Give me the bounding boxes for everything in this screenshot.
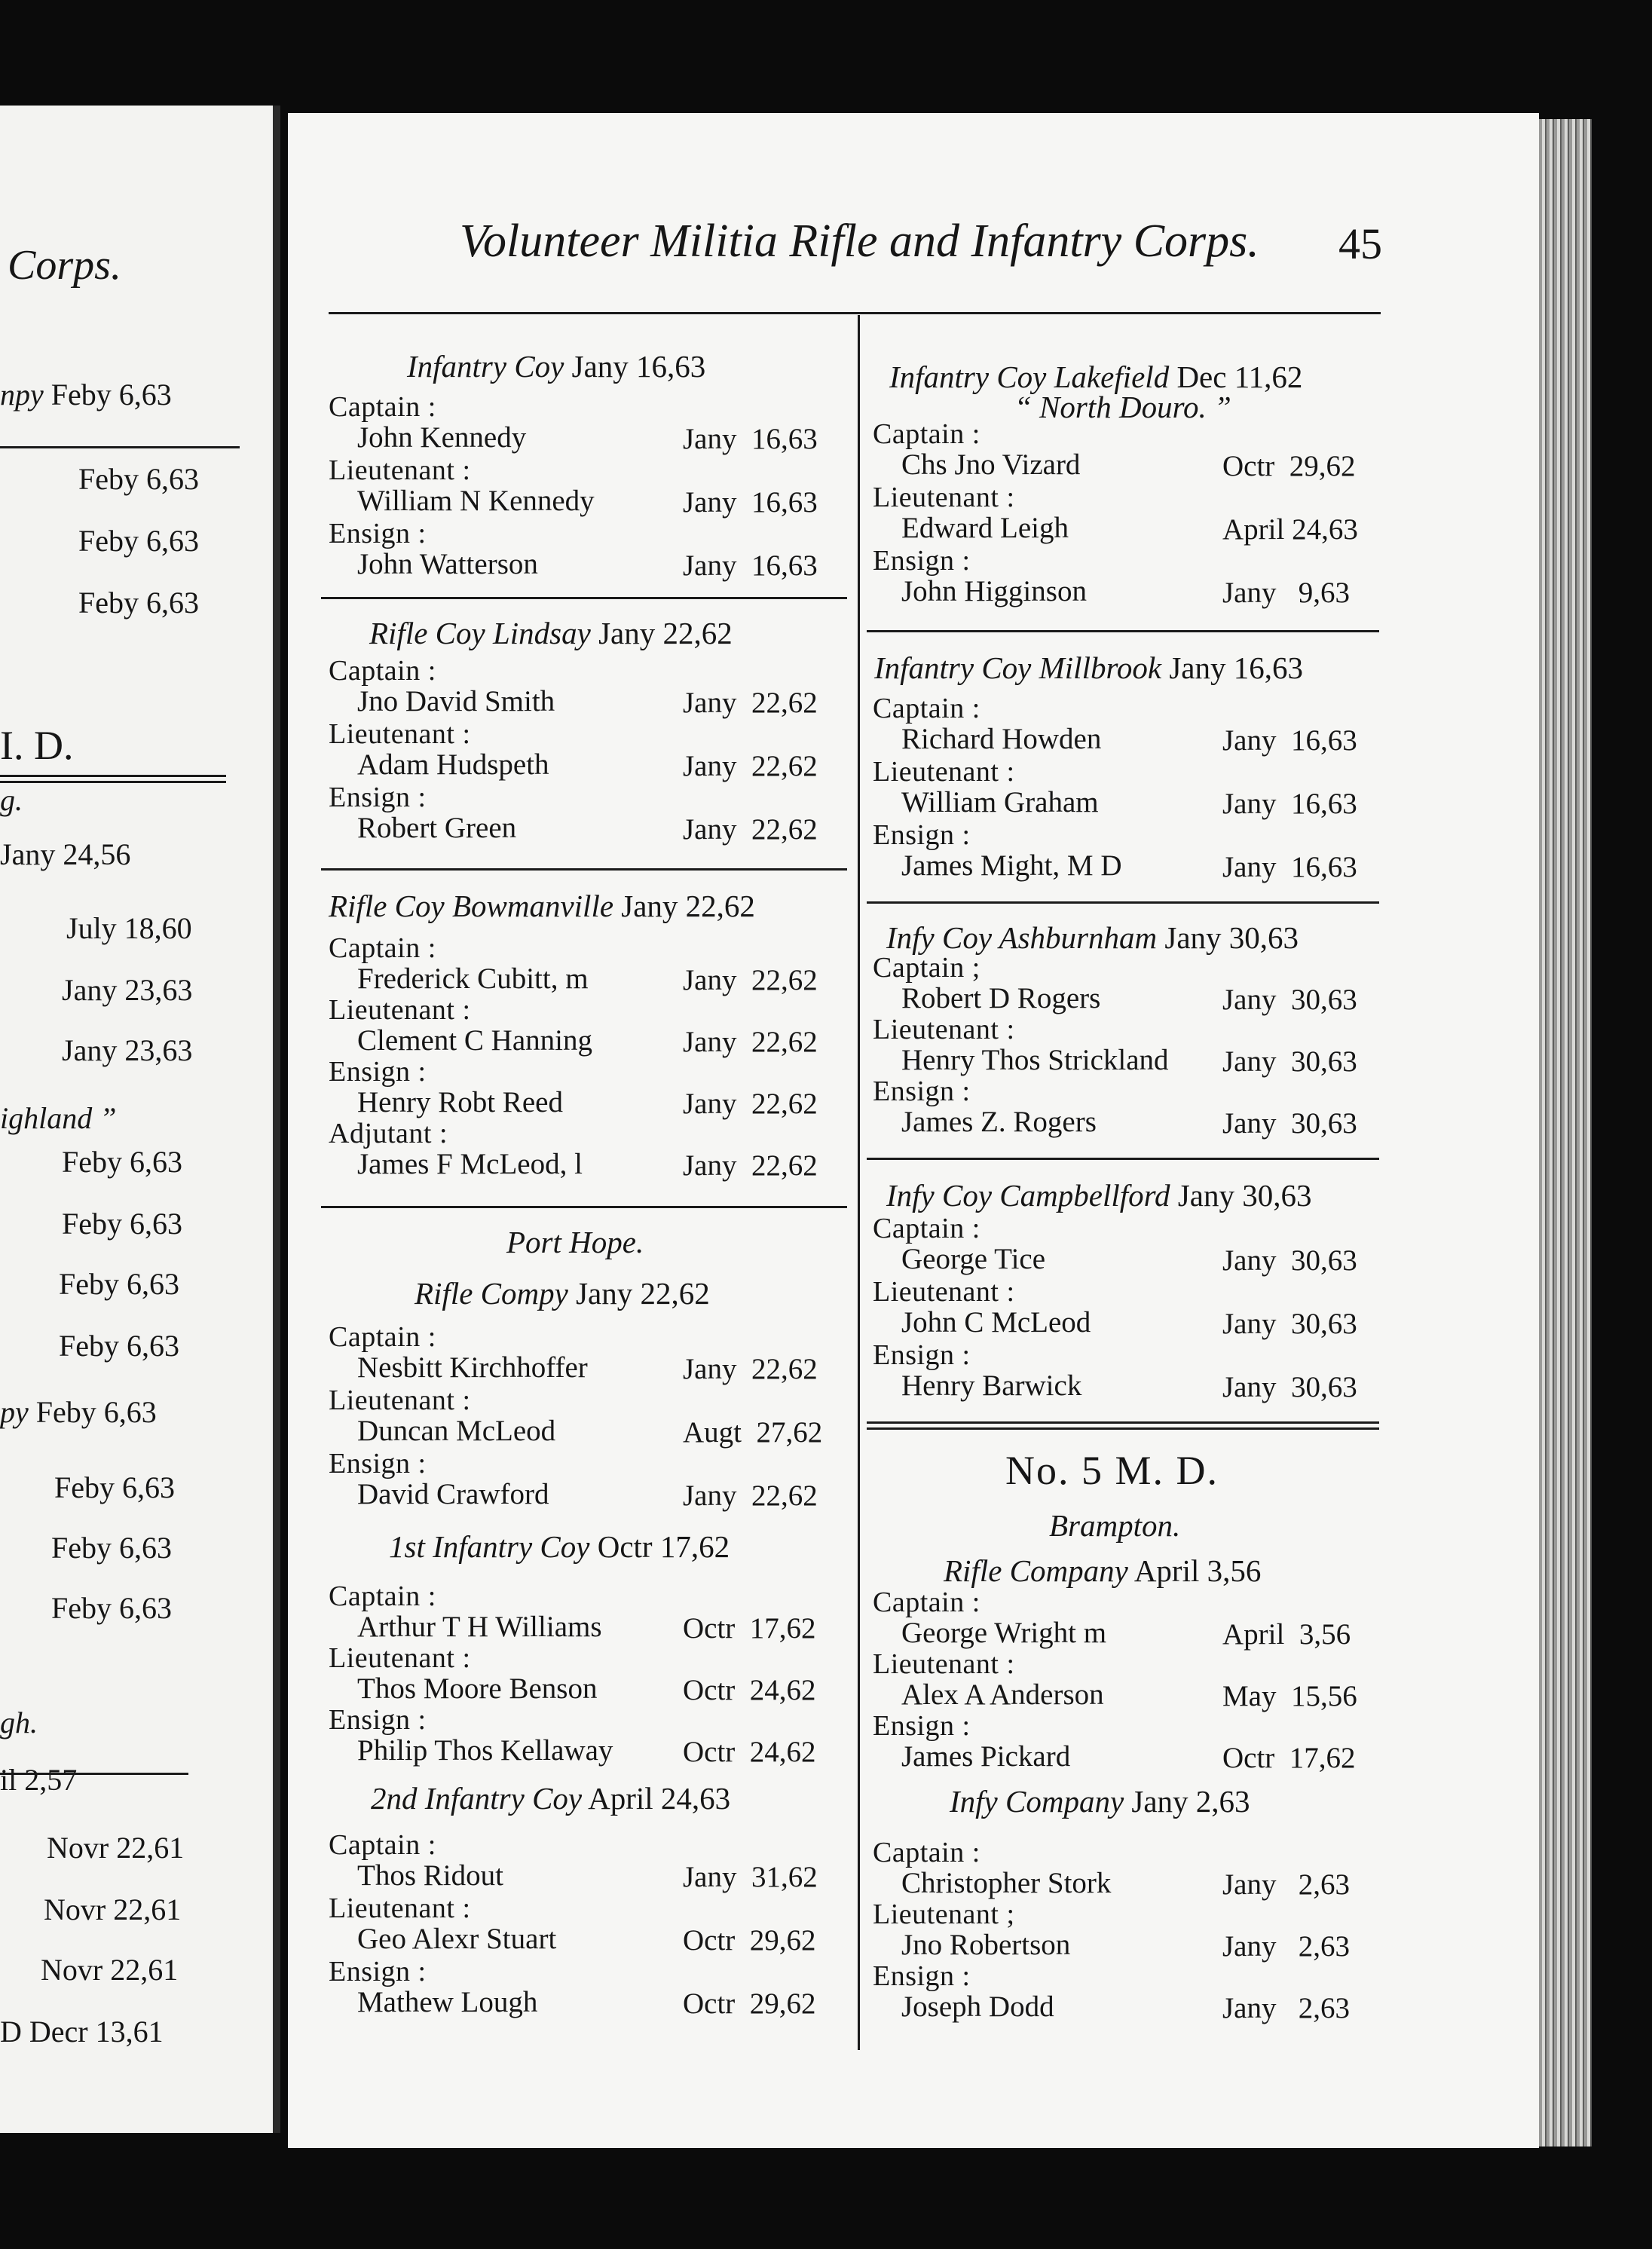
commission-date: Jany 16,63 — [1222, 788, 1357, 820]
left-page-line: D Decr 13,61 — [0, 2015, 164, 2049]
officer-rank: Captain : — [329, 1321, 436, 1353]
officer-name: Clement C Hanning — [357, 1024, 592, 1057]
officer-rank: Ensign : — [329, 1956, 427, 1987]
officer-name: Adam Hudspeth — [357, 748, 549, 781]
left-rule — [0, 446, 240, 448]
unit-title: 2nd Infantry Coy April 24,63 — [371, 1781, 731, 1816]
officer-rank: Captain : — [329, 932, 436, 964]
officer-name: John Higginson — [901, 575, 1087, 607]
commission-date: Jany 22,62 — [683, 1149, 818, 1182]
officer-name: John Watterson — [357, 548, 538, 580]
officer-rank: Ensign : — [873, 545, 971, 577]
commission-date: Jany 30,63 — [1222, 984, 1357, 1016]
officer-rank: Lieutenant : — [873, 1014, 1015, 1045]
unit-subtitle: “ North Douro. ” — [1014, 390, 1231, 424]
officer-rank: Ensign : — [329, 782, 427, 813]
commission-date: Jany 22,62 — [683, 750, 818, 782]
left-page-line: July 18,60 — [66, 911, 192, 945]
left-rule-2 — [0, 1773, 188, 1775]
officer-name: George Wright m — [901, 1617, 1107, 1649]
unit-title: Rifle Compy Jany 22,62 — [415, 1276, 710, 1311]
officer-rank: Lieutenant : — [329, 994, 471, 1026]
left-page-title: Corps. — [8, 242, 121, 289]
officer-rank: Captain : — [873, 1587, 980, 1618]
left-page-line: Novr 22,61 — [47, 1831, 185, 1865]
officer-name: Alex A Anderson — [901, 1678, 1104, 1711]
officer-rank: Ensign : — [329, 518, 427, 549]
officer-rank: Lieutenant : — [873, 482, 1015, 513]
officer-name: David Crawford — [357, 1478, 549, 1510]
commission-date: Jany 30,63 — [1222, 1308, 1357, 1340]
officer-rank: Captain ; — [873, 952, 980, 984]
officer-name: Thos Ridout — [357, 1859, 503, 1892]
officer-rank: Captain : — [329, 1829, 436, 1861]
officer-name: James F McLeod, l — [357, 1148, 583, 1180]
officer-name: James Z. Rogers — [901, 1106, 1097, 1138]
left-page-line: Novr 22,61 — [44, 1893, 182, 1926]
commission-date: May 15,56 — [1222, 1680, 1357, 1712]
officer-name: Mathew Lough — [357, 1986, 538, 2018]
commission-date: Jany 22,62 — [683, 1479, 818, 1512]
officer-rank: Ensign : — [329, 1704, 427, 1736]
commission-date: Jany 22,62 — [683, 1026, 818, 1058]
officer-rank: Lieutenant : — [329, 454, 471, 486]
commission-date: Jany 30,63 — [1222, 1244, 1357, 1277]
section-rule — [321, 1206, 847, 1208]
officer-name: William N Kennedy — [357, 485, 595, 517]
commission-date: Octr 24,62 — [683, 1736, 816, 1768]
officer-name: Joseph Dodd — [901, 1990, 1054, 2023]
officer-name: James Might, M D — [901, 849, 1122, 882]
commission-date: Octr 24,62 — [683, 1674, 816, 1706]
commission-date: Octr 29,62 — [683, 1987, 816, 2020]
unit-title: Infantry Coy Millbrook Jany 16,63 — [874, 650, 1303, 685]
commission-date: Jany 31,62 — [683, 1861, 818, 1893]
unit-title: Rifle Coy Bowmanville Jany 22,62 — [329, 889, 755, 923]
commission-date: April 3,56 — [1222, 1618, 1351, 1651]
left-page-line: Feby 6,63 — [59, 1267, 179, 1301]
unit-title: Infy Coy Campbellford Jany 30,63 — [886, 1178, 1312, 1213]
left-page-line: Jany 23,63 — [62, 973, 193, 1007]
commission-date: Jany 22,62 — [683, 964, 818, 996]
left-page-line: gh. — [0, 1706, 38, 1740]
officer-name: George Tice — [901, 1243, 1046, 1275]
column-divider — [858, 315, 860, 2050]
officer-rank: Lieutenant ; — [873, 1899, 1015, 1930]
left-page-line: npy Feby 6,63 — [0, 378, 172, 412]
unit-title: Infy Coy Ashburnham Jany 30,63 — [886, 920, 1299, 955]
commission-date: Jany 2,63 — [1222, 1992, 1350, 2024]
officer-name: William Graham — [901, 786, 1099, 819]
page-number: 45 — [1338, 219, 1382, 268]
officer-rank: Lieutenant : — [873, 1648, 1015, 1680]
officer-rank: Lieutenant : — [329, 1385, 471, 1416]
left-page-line: il 2,57 — [0, 1763, 78, 1797]
officer-name: Richard Howden — [901, 723, 1102, 755]
left-double-rule — [0, 775, 226, 783]
officer-rank: Captain : — [873, 693, 980, 724]
commission-date: Jany 16,63 — [1222, 851, 1357, 883]
unit-title: 1st Infantry Coy Octr 17,62 — [389, 1529, 730, 1564]
commission-date: Augt 27,62 — [683, 1416, 823, 1449]
commission-date: Jany 16,63 — [683, 423, 818, 455]
officer-name: Nesbitt Kirchhoffer — [357, 1351, 588, 1384]
officer-rank: Captain : — [329, 1580, 436, 1612]
officer-name: Robert D Rogers — [901, 982, 1101, 1014]
section-rule — [321, 868, 847, 871]
officer-name: Jno Robertson — [901, 1929, 1071, 1961]
officer-rank: Adjutant : — [329, 1118, 448, 1149]
officer-rank: Lieutenant : — [329, 1893, 471, 1924]
commission-date: Octr 29,62 — [1222, 450, 1356, 482]
left-page-line: Feby 6,63 — [62, 1207, 182, 1241]
commission-date: Jany 30,63 — [1222, 1107, 1357, 1140]
commission-date: Jany 22,62 — [683, 687, 818, 719]
commission-date: Jany 16,63 — [1222, 724, 1357, 757]
commission-date: April 24,63 — [1222, 513, 1358, 546]
officer-rank: Lieutenant : — [329, 1642, 471, 1674]
officer-name: Philip Thos Kellaway — [357, 1734, 613, 1767]
commission-date: Jany 2,63 — [1222, 1930, 1350, 1963]
left-page-line: Jany 24,56 — [0, 837, 131, 871]
page-edges — [1539, 119, 1592, 2146]
left-page-line: ighland ” — [0, 1101, 117, 1135]
commission-date: Jany 2,63 — [1222, 1868, 1350, 1901]
unit-title: Rifle Company April 3,56 — [944, 1553, 1262, 1588]
officer-rank: Ensign : — [329, 1056, 427, 1088]
officer-rank: Captain : — [873, 418, 980, 450]
commission-date: Jany 30,63 — [1222, 1045, 1357, 1078]
officer-rank: Captain : — [873, 1837, 980, 1868]
officer-name: Henry Barwick — [901, 1369, 1082, 1402]
officer-name: Duncan McLeod — [357, 1415, 556, 1447]
officer-name: Jno David Smith — [357, 685, 555, 718]
officer-name: Christopher Stork — [901, 1867, 1112, 1899]
section-rule — [867, 630, 1379, 632]
header-rule — [329, 312, 1381, 314]
district-heading: No. 5 M. D. — [1005, 1448, 1219, 1493]
unit-title: Rifle Coy Lindsay Jany 22,62 — [369, 616, 733, 650]
left-page-line: Feby 6,63 — [78, 524, 199, 558]
commission-date: Jany 16,63 — [683, 549, 818, 582]
section-rule — [321, 597, 847, 599]
commission-date: Jany 16,63 — [683, 486, 818, 519]
place-name: Brampton. — [1049, 1508, 1181, 1543]
section-rule — [867, 1421, 1379, 1430]
section-rule — [867, 901, 1379, 904]
officer-name: Henry Thos Strickland — [901, 1044, 1169, 1076]
commission-date: Jany 9,63 — [1222, 577, 1350, 609]
left-page-line: Feby 6,63 — [62, 1145, 182, 1179]
commission-date: Octr 29,62 — [683, 1924, 816, 1957]
officer-rank: Captain : — [329, 391, 436, 423]
commission-date: Jany 22,62 — [683, 1088, 818, 1120]
officer-name: Robert Green — [357, 812, 517, 844]
unit-title: Infantry Coy Jany 16,63 — [407, 349, 706, 384]
left-page-line: Feby 6,63 — [59, 1329, 179, 1363]
left-page-line: Feby 6,63 — [51, 1591, 172, 1625]
commission-date: Octr 17,62 — [683, 1612, 816, 1645]
commission-date: Jany 22,62 — [683, 1353, 818, 1385]
officer-name: Geo Alexr Stuart — [357, 1923, 557, 1955]
officer-rank: Lieutenant : — [873, 756, 1015, 788]
officer-rank: Ensign : — [873, 1960, 971, 1992]
officer-name: Thos Moore Benson — [357, 1672, 598, 1705]
officer-name: Henry Robt Reed — [357, 1086, 563, 1118]
officer-name: Edward Leigh — [901, 512, 1069, 544]
officer-rank: Ensign : — [329, 1448, 427, 1479]
officer-rank: Ensign : — [873, 1076, 971, 1107]
left-page-line: Feby 6,63 — [78, 586, 199, 620]
officer-rank: Ensign : — [873, 819, 971, 851]
officer-rank: Captain : — [329, 655, 436, 687]
section-rule — [867, 1158, 1379, 1160]
officer-name: Chs Jno Vizard — [901, 448, 1081, 481]
left-page-line: Feby 6,63 — [78, 462, 199, 496]
officer-rank: Ensign : — [873, 1339, 971, 1371]
unit-title: Infy Company Jany 2,63 — [950, 1784, 1250, 1819]
commission-date: Jany 30,63 — [1222, 1371, 1357, 1403]
unit-title: Infantry Coy Lakefield Dec 11,62 — [889, 360, 1303, 394]
page-header-title: Volunteer Militia Rifle and Infantry Corps. — [460, 216, 1259, 267]
officer-rank: Ensign : — [873, 1710, 971, 1742]
officer-name: Frederick Cubitt, m — [357, 962, 589, 995]
left-page-fragment — [0, 106, 280, 2133]
left-page-line: Feby 6,63 — [51, 1531, 172, 1565]
place-name: Port Hope. — [506, 1225, 644, 1259]
left-page-line: py Feby 6,63 — [0, 1395, 157, 1429]
left-page-line: g. — [0, 783, 23, 817]
left-page-line: Novr 22,61 — [41, 1953, 179, 1987]
officer-rank: Captain : — [873, 1213, 980, 1244]
officer-name: John Kennedy — [357, 421, 527, 454]
officer-name: James Pickard — [901, 1740, 1071, 1773]
left-page-line: Jany 23,63 — [62, 1033, 193, 1067]
officer-rank: Lieutenant : — [873, 1276, 1015, 1308]
commission-date: Jany 22,62 — [683, 813, 818, 846]
left-page-line: I. D. — [0, 723, 74, 768]
officer-rank: Lieutenant : — [329, 718, 471, 750]
officer-name: Arthur T H Williams — [357, 1611, 602, 1643]
left-page-line: Feby 6,63 — [54, 1470, 175, 1504]
officer-name: John C McLeod — [901, 1306, 1091, 1339]
commission-date: Octr 17,62 — [1222, 1742, 1356, 1774]
